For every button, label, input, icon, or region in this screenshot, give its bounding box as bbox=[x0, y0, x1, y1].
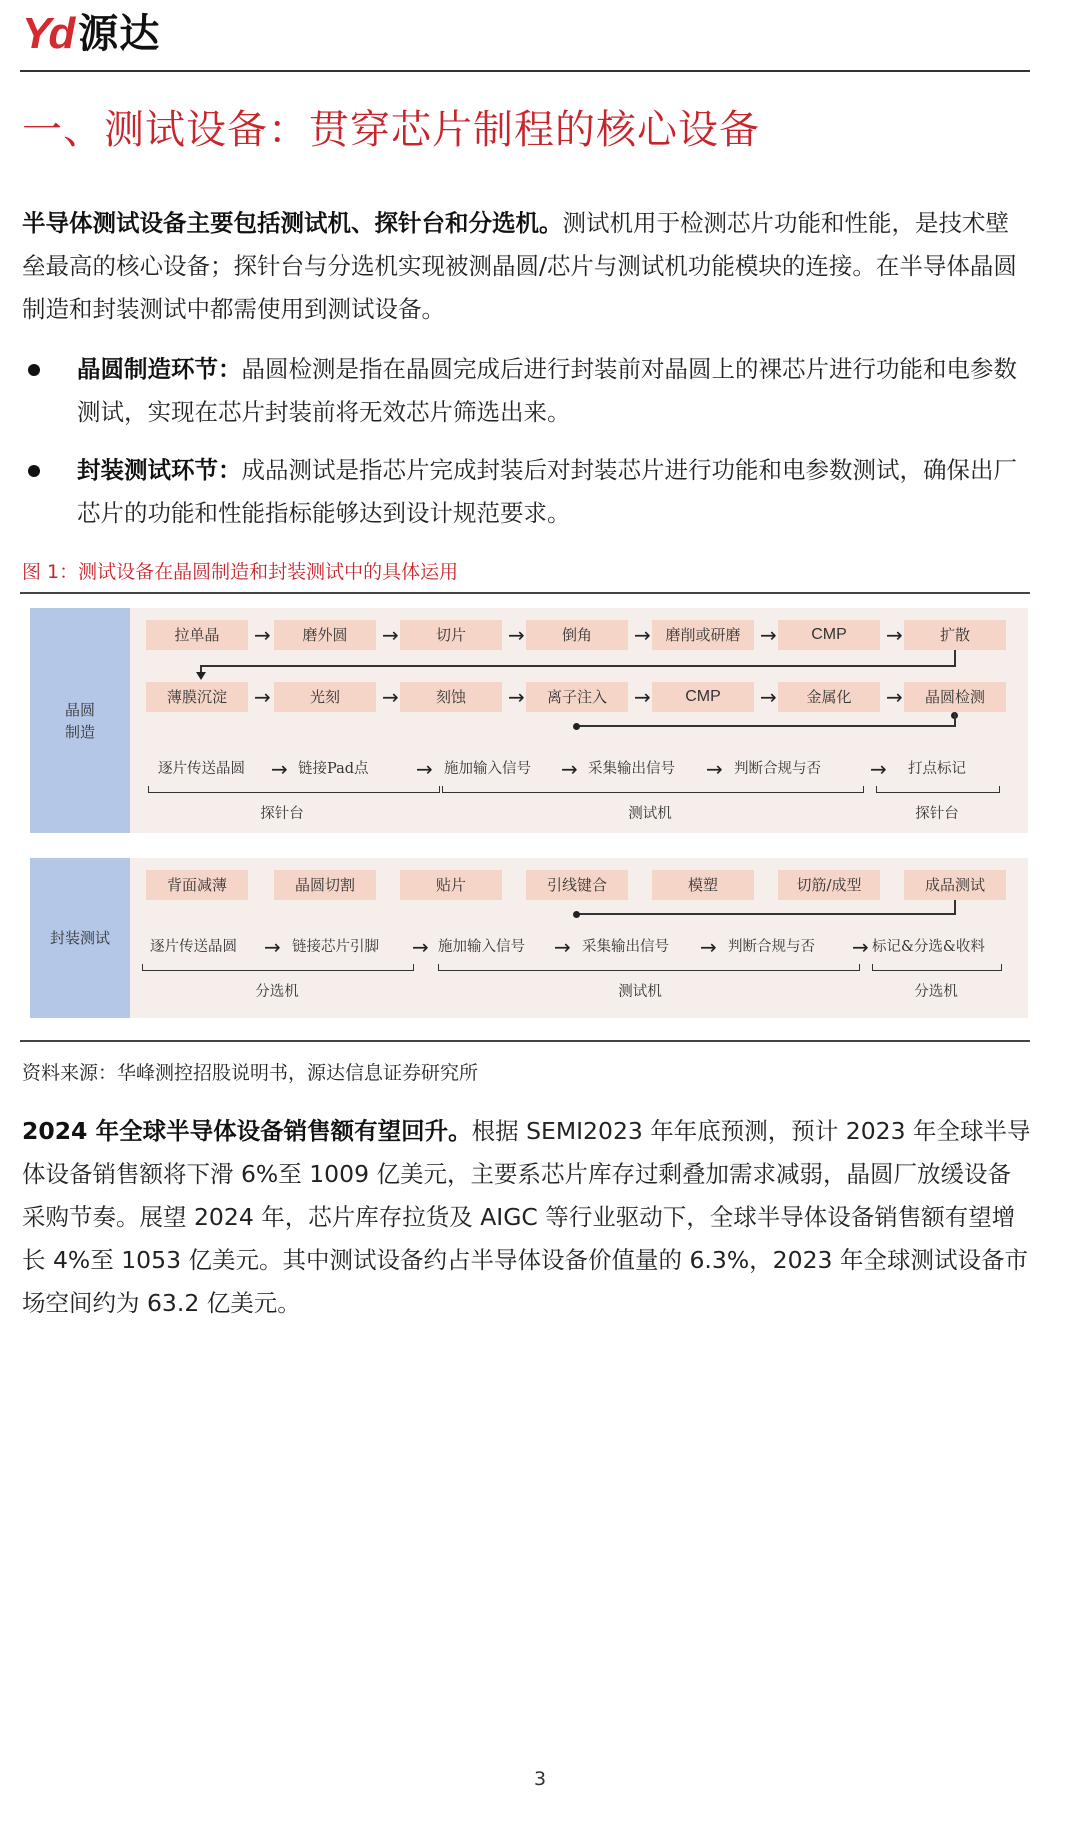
group-label: 分选机 bbox=[255, 984, 299, 1000]
process-box: 成品测试 bbox=[904, 870, 1006, 900]
test-step: 逐片传送晶圆 bbox=[150, 939, 237, 955]
test-step: 链接芯片引脚 bbox=[292, 939, 379, 955]
process-box: 切片 bbox=[400, 620, 502, 650]
intro-text: 测试机用于检测芯片功能和性能，是技术壁垒最高的核心设备；探针台与分选机实现被测晶圆/芯片与测试机功能模块的连接。在半导体晶圆制造和封装测试中都需使用到测试设备。 bbox=[22, 209, 1017, 323]
bullet-text: 晶圆检测是指在晶圆完成后进行封装前对晶圆上的裸芯片进行功能和电参数测试，实现在芯片封装前将无效芯片筛选出来。 bbox=[77, 355, 1017, 426]
package-band-label: 封装测试 bbox=[30, 858, 130, 1018]
test-step: 打点标记 bbox=[908, 761, 966, 777]
connector-dot bbox=[573, 723, 580, 730]
process-box: 光刻 bbox=[274, 682, 376, 712]
arrow-right-icon: → bbox=[554, 935, 571, 959]
arrow-right-icon: → bbox=[760, 623, 777, 647]
logo-mark: Yd bbox=[22, 9, 73, 58]
arrow-right-icon: → bbox=[561, 757, 578, 781]
arrow-right-icon: → bbox=[382, 685, 399, 709]
process-box: 切筋/成型 bbox=[778, 870, 880, 900]
arrow-right-icon: → bbox=[254, 623, 271, 647]
group-bracket bbox=[876, 786, 1000, 793]
process-box: CMP bbox=[778, 620, 880, 650]
figure-caption: 图 1：测试设备在晶圆制造和封装测试中的具体运用 bbox=[22, 561, 459, 583]
intro-bold: 半导体测试设备主要包括测试机、探针台和分选机。 bbox=[22, 209, 563, 237]
process-box: 薄膜沉淀 bbox=[146, 682, 248, 712]
process-box: 金属化 bbox=[778, 682, 880, 712]
arrow-right-icon: → bbox=[412, 935, 429, 959]
connector-line bbox=[576, 725, 956, 727]
test-step: 判断合规与否 bbox=[734, 761, 821, 777]
group-bracket bbox=[142, 964, 414, 971]
page-number: 3 bbox=[533, 1768, 547, 1790]
group-label: 测试机 bbox=[628, 806, 672, 822]
process-box: CMP bbox=[652, 682, 754, 712]
group-label: 分选机 bbox=[914, 984, 958, 1000]
group-bracket bbox=[148, 786, 440, 793]
arrow-right-icon: → bbox=[382, 623, 399, 647]
test-step: 采集输出信号 bbox=[588, 761, 675, 777]
arrow-right-icon: → bbox=[254, 685, 271, 709]
bullet-bold: 封装测试环节： bbox=[77, 456, 242, 484]
arrow-right-icon: → bbox=[634, 685, 651, 709]
market-paragraph bbox=[22, 1110, 1032, 1325]
test-step: 标记&分选&收料 bbox=[872, 939, 985, 955]
arrow-right-icon: → bbox=[706, 757, 723, 781]
process-box: 扩散 bbox=[904, 620, 1006, 650]
arrow-right-icon: → bbox=[870, 757, 887, 781]
group-bracket bbox=[872, 964, 1002, 971]
arrow-right-icon: → bbox=[760, 685, 777, 709]
group-label: 探针台 bbox=[260, 806, 304, 822]
connector-line bbox=[954, 712, 956, 726]
process-box: 模塑 bbox=[652, 870, 754, 900]
process-box: 背面减薄 bbox=[146, 870, 248, 900]
group-label: 探针台 bbox=[915, 806, 959, 822]
arrow-right-icon: → bbox=[271, 757, 288, 781]
process-diagram bbox=[30, 608, 1028, 1018]
bullet-dot-icon bbox=[28, 364, 40, 376]
test-step: 链接Pad点 bbox=[298, 761, 369, 777]
market-bold: 2024 年全球半导体设备销售额有望回升。 bbox=[22, 1117, 472, 1145]
connector-line bbox=[200, 665, 956, 667]
process-box: 引线键合 bbox=[526, 870, 628, 900]
arrow-right-icon: → bbox=[264, 935, 281, 959]
connector-line bbox=[576, 913, 956, 915]
process-box: 晶圆检测 bbox=[904, 682, 1006, 712]
brand-logo bbox=[22, 10, 160, 58]
figure-bottom-rule bbox=[20, 1040, 1030, 1042]
group-bracket bbox=[442, 786, 864, 793]
test-step: 逐片传送晶圆 bbox=[158, 761, 245, 777]
arrow-right-icon: → bbox=[852, 935, 869, 959]
bullet-dot-icon bbox=[28, 465, 40, 477]
logo-text: 源达 bbox=[78, 11, 161, 57]
bullet-text: 成品测试是指芯片完成封装后对封装芯片进行功能和电参数测试，确保出厂芯片的功能和性能指标能够达到设计规范要求。 bbox=[77, 456, 1017, 527]
connector-line bbox=[954, 650, 956, 666]
test-step: 施加输入信号 bbox=[438, 939, 525, 955]
wafer-band bbox=[30, 608, 1028, 833]
arrow-right-icon: → bbox=[508, 685, 525, 709]
connector-line bbox=[954, 900, 956, 914]
header-rule bbox=[20, 70, 1030, 72]
arrow-right-icon: → bbox=[508, 623, 525, 647]
test-step: 判断合规与否 bbox=[728, 939, 815, 955]
process-box: 磨削或研磨 bbox=[652, 620, 754, 650]
bullet-bold: 晶圆制造环节： bbox=[77, 355, 242, 383]
process-box: 晶圆切割 bbox=[274, 870, 376, 900]
section-title: 一、测试设备：贯穿芯片制程的核心设备 bbox=[22, 107, 760, 153]
market-text: 根据 SEMI2023 年年底预测，预计 2023 年全球半导体设备销售额将下滑 6%至 1009 亿美元，主要系芯片库存过剩叠加需求减弱，晶圆厂放缓设备采购节奏。展望 2024 年，芯片库存拉货及 AIGC 等行业驱动下，全球半导体设备销售额有望增长 4%至 1053 亿美元。其中测试设备约占半导体设备价值量的 6.3%，2023 年全球测试设备市场空间约为 63.2 亿美元。 bbox=[22, 1117, 1031, 1317]
process-box: 倒角 bbox=[526, 620, 628, 650]
arrow-down-icon bbox=[196, 672, 206, 680]
arrow-right-icon: → bbox=[634, 623, 651, 647]
figure-source: 资料来源：华峰测控招股说明书，源达信息证券研究所 bbox=[22, 1062, 479, 1084]
intro-paragraph bbox=[22, 202, 1032, 331]
process-box: 贴片 bbox=[400, 870, 502, 900]
arrow-right-icon: → bbox=[886, 623, 903, 647]
figure-top-rule bbox=[20, 592, 1030, 594]
process-box: 刻蚀 bbox=[400, 682, 502, 712]
bullet-wafer bbox=[22, 348, 1032, 434]
process-box: 磨外圆 bbox=[274, 620, 376, 650]
process-box: 拉单晶 bbox=[146, 620, 248, 650]
bullet-package bbox=[22, 449, 1032, 535]
wafer-band-label: 晶圆 制造 bbox=[30, 608, 130, 833]
group-label: 测试机 bbox=[618, 984, 662, 1000]
test-step: 采集输出信号 bbox=[582, 939, 669, 955]
arrow-right-icon: → bbox=[886, 685, 903, 709]
arrow-right-icon: → bbox=[700, 935, 717, 959]
arrow-right-icon: → bbox=[416, 757, 433, 781]
package-band bbox=[30, 858, 1028, 1018]
process-box: 离子注入 bbox=[526, 682, 628, 712]
test-step: 施加输入信号 bbox=[444, 761, 531, 777]
connector-dot bbox=[573, 911, 580, 918]
group-bracket bbox=[438, 964, 860, 971]
